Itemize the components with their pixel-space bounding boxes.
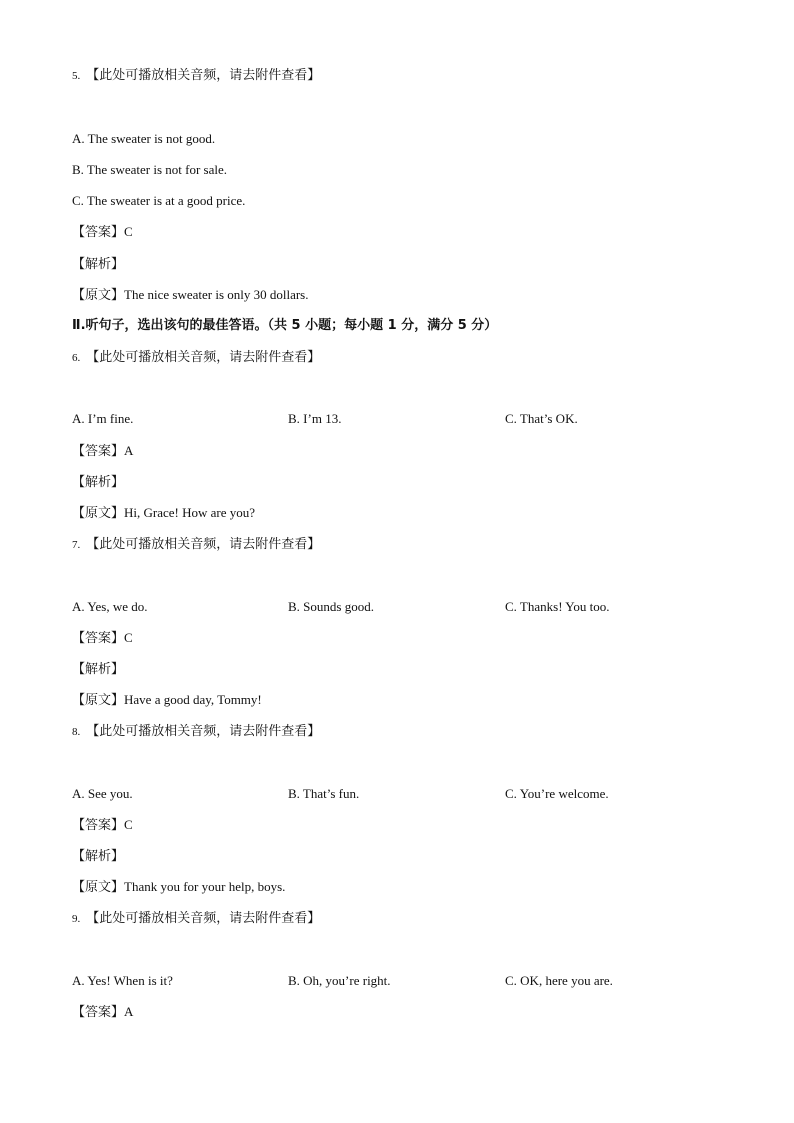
option-c: C. Thanks! You too. (505, 599, 610, 614)
answer-value: A (124, 1004, 134, 1019)
transcript-text: The nice sweater is only 30 dollars. (124, 287, 309, 302)
analysis-line (72, 847, 124, 866)
answer-value: C (124, 630, 133, 645)
option-c: C. OK, here you are. (505, 973, 613, 988)
answer-label: 【答案】 (72, 225, 125, 240)
option-b: B. That’s fun. (288, 786, 360, 801)
question-number: 5. (72, 70, 81, 82)
transcript-label: 【原文】 (72, 506, 125, 521)
answer-label: 【答案】 (72, 1005, 125, 1020)
question-5-heading (72, 66, 320, 85)
option-a: A. Yes! When is it? (72, 973, 173, 988)
answer-label: 【答案】 (72, 444, 125, 459)
option-a: A. I’m fine. (72, 411, 134, 426)
transcript-text: Have a good day, Tommy! (124, 692, 262, 707)
transcript-line (72, 691, 262, 710)
transcript-line (72, 286, 309, 305)
answer-value: C (124, 817, 133, 832)
option-c: C. That’s OK. (505, 411, 578, 426)
option-a: A. See you. (72, 786, 133, 801)
audio-note[interactable]: 【此处可播放相关音频，请去附件查看】 (86, 350, 321, 365)
answer-label: 【答案】 (72, 818, 125, 833)
question-number: 8. (72, 726, 81, 738)
answer-line (72, 442, 133, 461)
question-8-heading (72, 722, 320, 741)
transcript-label: 【原文】 (72, 288, 125, 303)
transcript-text: Thank you for your help, boys. (124, 879, 286, 894)
analysis-label: 【解析】 (72, 257, 125, 272)
audio-note[interactable]: 【此处可播放相关音频，请去附件查看】 (86, 68, 321, 83)
question-6-heading (72, 348, 320, 367)
analysis-label: 【解析】 (72, 849, 125, 864)
answer-value: C (124, 224, 133, 239)
transcript-line (72, 504, 255, 523)
answer-label: 【答案】 (72, 631, 125, 646)
option-c: C. You’re welcome. (505, 786, 609, 801)
option-b: B. The sweater is not for sale. (72, 162, 227, 177)
analysis-line (72, 473, 124, 492)
option-a: A. The sweater is not good. (72, 131, 216, 146)
question-9-heading (72, 909, 320, 928)
audio-note[interactable]: 【此处可播放相关音频，请去附件查看】 (86, 724, 321, 739)
analysis-label: 【解析】 (72, 475, 125, 490)
question-7-heading (72, 535, 320, 554)
answer-line (72, 629, 133, 648)
analysis-line (72, 660, 124, 679)
question-number: 7. (72, 539, 81, 551)
analysis-label: 【解析】 (72, 662, 125, 677)
transcript-label: 【原文】 (72, 693, 125, 708)
analysis-line (72, 255, 124, 274)
answer-line (72, 223, 133, 242)
audio-note[interactable]: 【此处可播放相关音频，请去附件查看】 (86, 537, 321, 552)
option-b: B. Oh, you’re right. (288, 973, 391, 988)
audio-note[interactable]: 【此处可播放相关音频，请去附件查看】 (86, 911, 321, 926)
option-b: B. I’m 13. (288, 411, 342, 426)
option-b: B. Sounds good. (288, 599, 374, 614)
transcript-line (72, 878, 285, 897)
question-number: 9. (72, 913, 81, 925)
option-c: C. The sweater is at a good price. (72, 193, 246, 208)
transcript-label: 【原文】 (72, 880, 125, 895)
question-number: 6. (72, 352, 81, 364)
answer-value: A (124, 443, 134, 458)
answer-line (72, 816, 133, 835)
option-a: A. Yes, we do. (72, 599, 148, 614)
answer-line (72, 1003, 133, 1022)
section-2-title: Ⅱ.听句子，选出该句的最佳答语。（共 5 小题；每小题 1 分，满分 5 分） (72, 318, 498, 333)
transcript-text: Hi, Grace! How are you? (124, 505, 256, 520)
